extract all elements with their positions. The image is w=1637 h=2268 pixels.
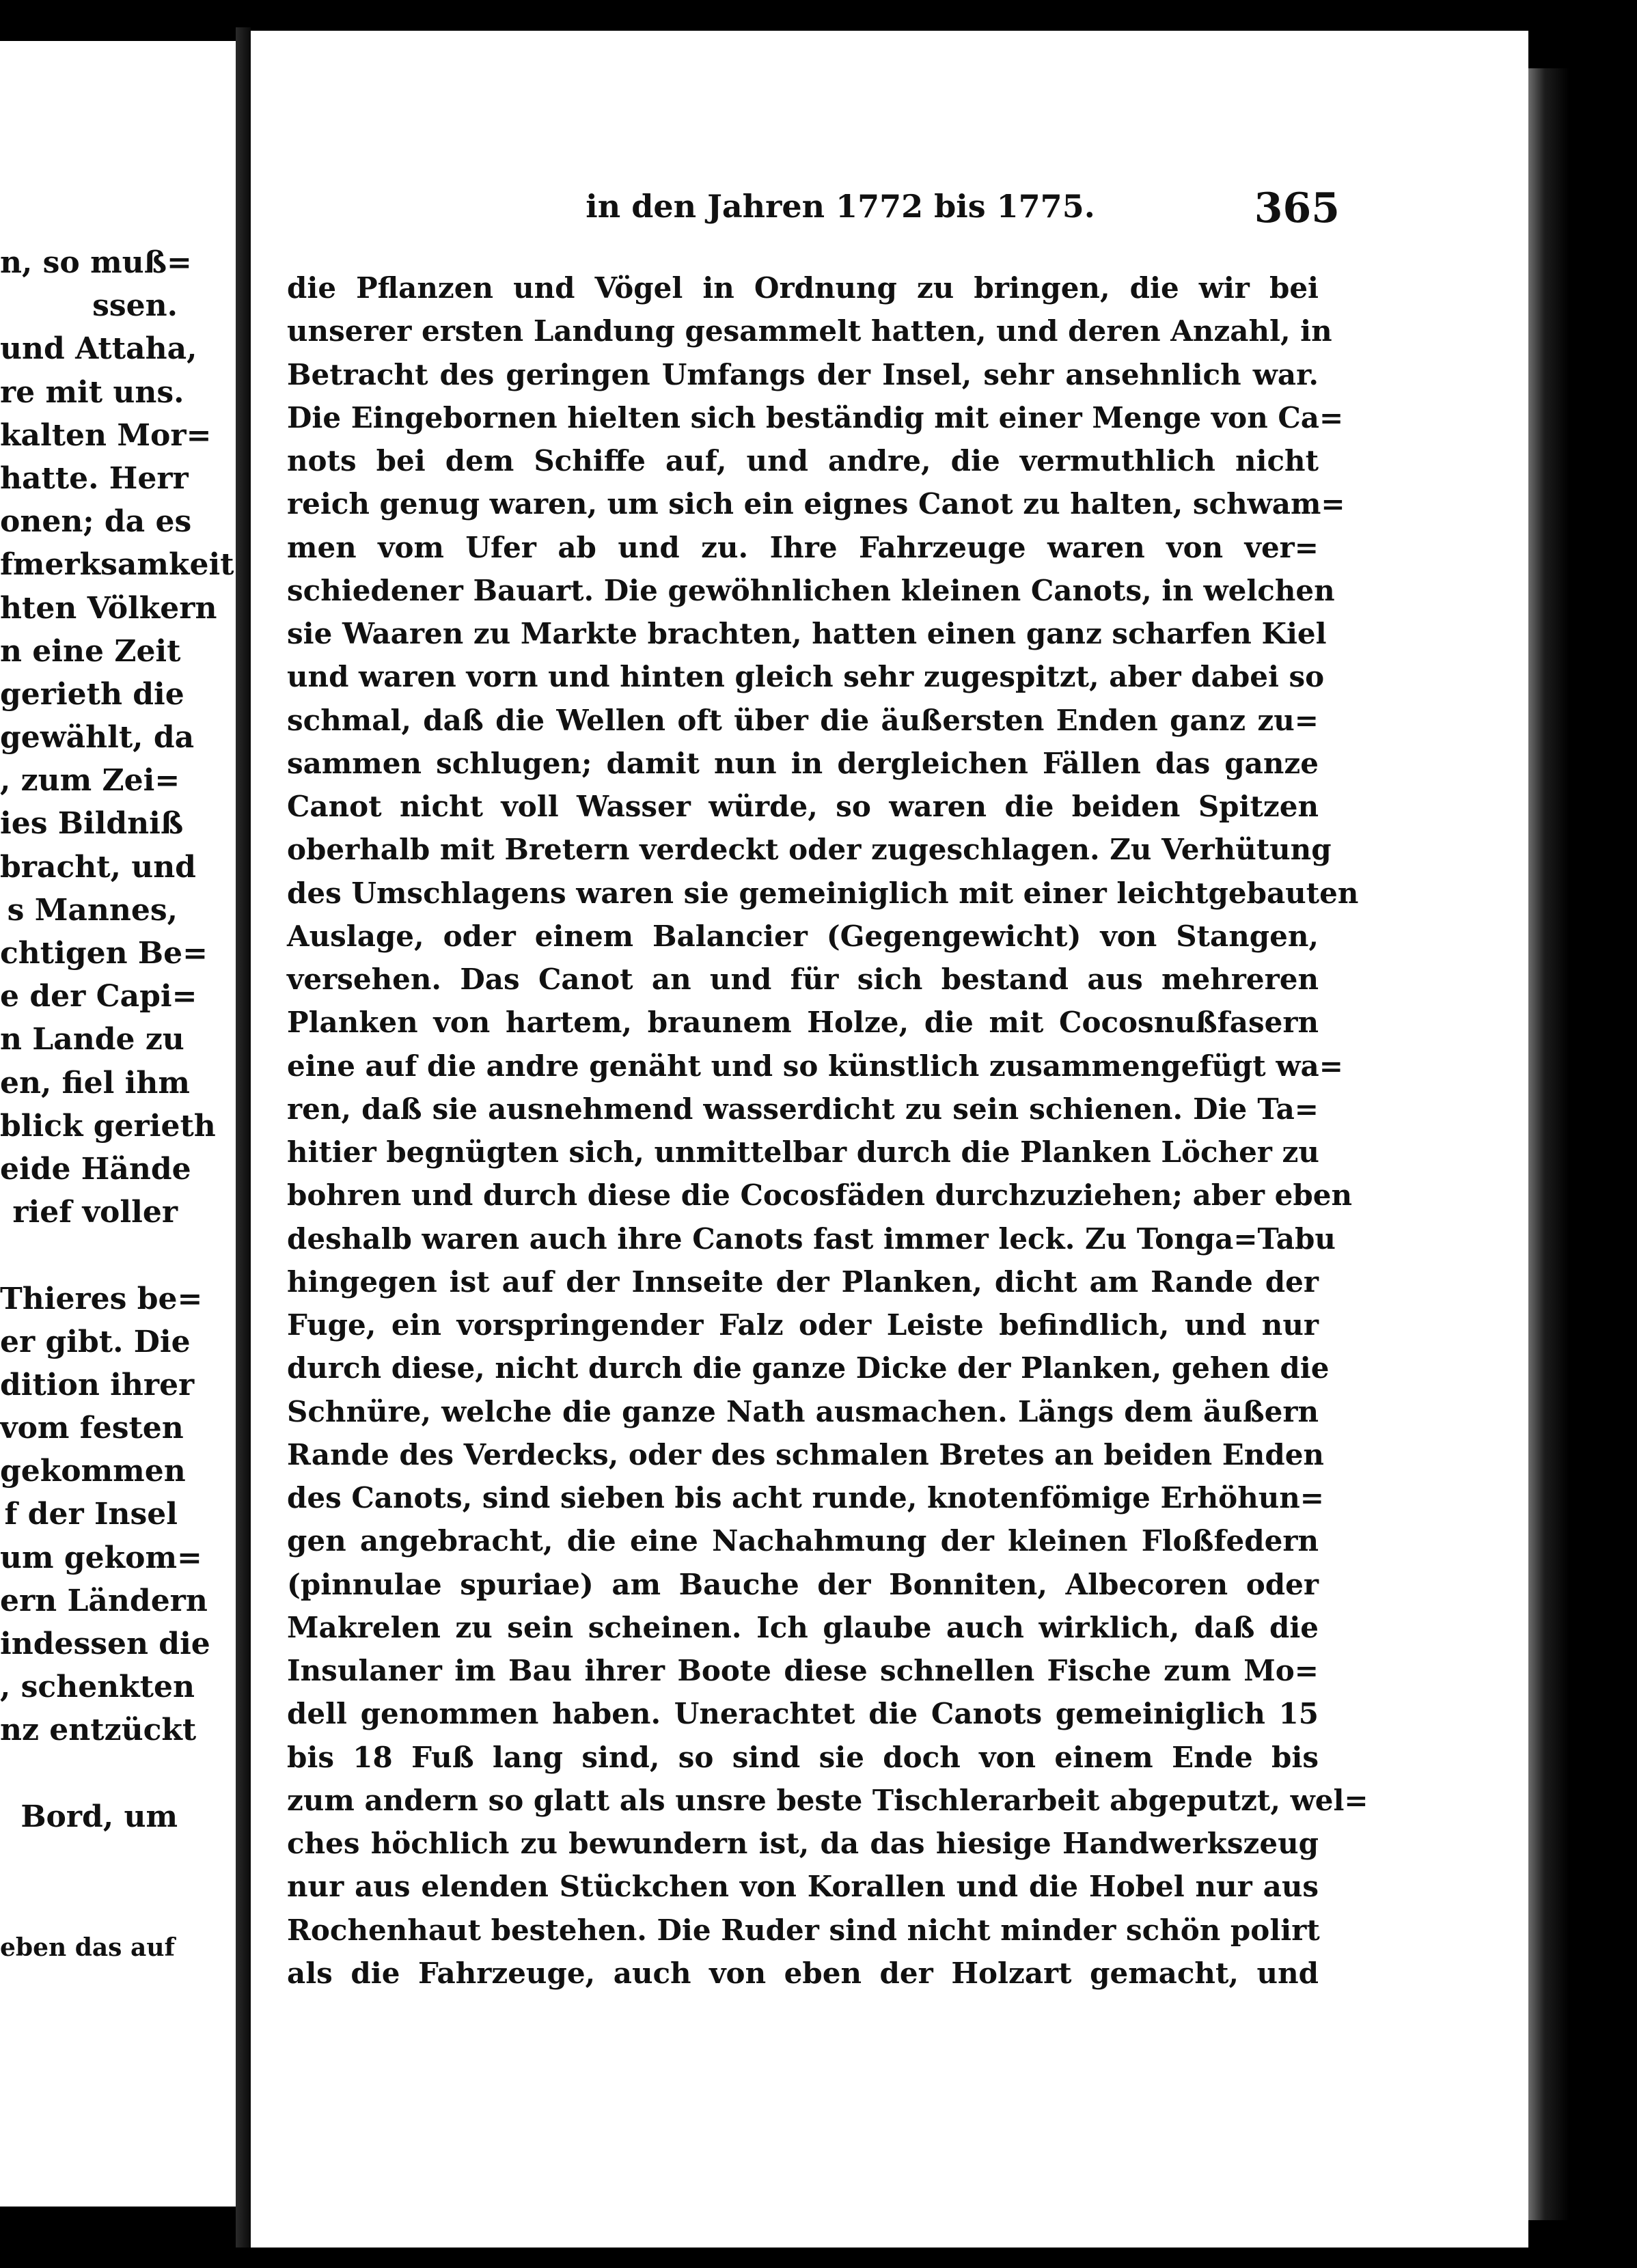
previous-page-line: n Lande zu bbox=[0, 1022, 184, 1057]
previous-page-line bbox=[0, 1752, 178, 1795]
text-line: deshalb waren auch ihre Canots fast immer leck. Zu Tonga=Tabu bbox=[287, 1221, 1336, 1256]
text-line: Planken von hartem, braunem Holze, die mit Cocosnußfasern bbox=[287, 1006, 1319, 1040]
text-line: und waren vorn und hinten gleich sehr zugespitzt, aber dabei so bbox=[287, 660, 1325, 694]
previous-page-line: , schenkten bbox=[0, 1670, 195, 1705]
text-line: bohren und durch diese die Cocosfäden durchzuziehen; aber eben bbox=[287, 1178, 1353, 1213]
text-line: des Umschlagens waren sie gemeiniglich mit einer leichtgebauten bbox=[287, 876, 1359, 910]
previous-page-line: blick gerieth bbox=[0, 1108, 216, 1144]
previous-page-line: re mit uns. bbox=[0, 374, 184, 410]
previous-page-line: gerieth die bbox=[0, 676, 184, 712]
text-line: Betracht des geringen Umfangs der Insel, sehr ansehnlich war. bbox=[287, 357, 1319, 391]
previous-page-line: Thieres be= bbox=[0, 1281, 203, 1316]
page-number: 365 bbox=[1254, 184, 1340, 232]
previous-page-line: nz entzückt bbox=[0, 1713, 197, 1748]
text-line: versehen. Das Canot an und für sich bestand aus mehreren bbox=[287, 963, 1319, 996]
previous-page-line: um gekom= bbox=[0, 1540, 202, 1575]
text-line: Canot nicht voll Wasser würde, so waren die beiden Spitzen bbox=[287, 790, 1319, 823]
body-text bbox=[287, 266, 1368, 1995]
text-line: schiedener Bauart. Die gewöhnlichen kleinen Canots, in welchen bbox=[287, 573, 1335, 607]
previous-page-line: fmerksamkeit bbox=[0, 547, 234, 583]
previous-page-lines bbox=[0, 241, 234, 1838]
previous-page-line: er gibt. Die bbox=[0, 1324, 191, 1359]
text-line: hitier begnügten sich, unmittelbar durch die Planken Löcher zu bbox=[287, 1135, 1319, 1169]
previous-page-line: chtigen Be= bbox=[0, 936, 208, 971]
text-line: des Canots, sind sieben bis acht runde, knotenfömige Erhöhun= bbox=[287, 1481, 1324, 1515]
text-line: Schnüre, welche die ganze Nath ausmachen. Längs dem äußern bbox=[287, 1394, 1319, 1428]
text-line: Makrelen zu sein scheinen. Ich glaube auch wirklich, daß die bbox=[287, 1610, 1319, 1644]
previous-page-line: f der Insel bbox=[4, 1497, 178, 1532]
previous-page-line: hatte. Herr bbox=[0, 460, 189, 496]
previous-page-line: gewählt, da bbox=[0, 720, 195, 756]
previous-page-line: n, so muß= bbox=[0, 245, 192, 280]
text-line: ren, daß sie ausnehmend wasserdicht zu sein schienen. Die Ta= bbox=[287, 1092, 1319, 1126]
previous-page-line: rief voller bbox=[12, 1195, 178, 1230]
text-line: Fuge, ein vorspringender Falz oder Leiste befindlich, und nur bbox=[287, 1308, 1319, 1342]
previous-page-line: ssen. bbox=[92, 288, 178, 324]
previous-page-line: hten Völkern bbox=[0, 590, 217, 626]
text-line: sammen schlugen; damit nun in dergleichen Fällen das ganze bbox=[287, 746, 1319, 780]
previous-page-line: en, fiel ihm bbox=[0, 1065, 190, 1101]
previous-page-last-line: eben das auf bbox=[0, 1933, 175, 1962]
previous-page-line: e der Capi= bbox=[0, 979, 197, 1014]
previous-page-line: indessen die bbox=[0, 1627, 210, 1661]
text-line: hingegen ist auf der Innseite der Planken, dicht am Rande der bbox=[287, 1264, 1319, 1299]
previous-page-line: ern Ländern bbox=[0, 1583, 208, 1618]
previous-page-line: eide Hände bbox=[0, 1151, 191, 1187]
text-line: als die Fahrzeuge, auch von eben der Holzart gemacht, und bbox=[287, 1956, 1319, 1990]
page-edge-shadow bbox=[1528, 68, 1569, 2220]
text-line: men vom Ufer ab und zu. Ihre Fahrzeuge waren von ver= bbox=[287, 530, 1319, 564]
text-line: schmal, daß die Wellen oft über die äußersten Enden ganz zu= bbox=[287, 703, 1319, 737]
text-line: dell genommen haben. Unerachtet die Canots gemeiniglich 15 bbox=[287, 1697, 1319, 1731]
text-line: gen angebracht, die eine Nachahmung der kleinen Floßfedern bbox=[287, 1524, 1319, 1558]
text-line: Die Eingebornen hielten sich beständig mit einer Menge von Ca= bbox=[287, 400, 1344, 434]
previous-page-line: , zum Zei= bbox=[0, 763, 180, 799]
text-line: die Pflanzen und Vögel in Ordnung zu bringen, die wir bei bbox=[287, 271, 1319, 305]
text-line: Auslage, oder einem Balancier (Gegengewicht) von Stangen, bbox=[287, 919, 1319, 953]
previous-page-line: bracht, und bbox=[0, 849, 196, 885]
text-line: Rande des Verdecks, oder des schmalen Bretes an beiden Enden bbox=[287, 1437, 1324, 1471]
text-line: reich genug waren, um sich ein eignes Canot zu halten, schwam= bbox=[287, 487, 1345, 521]
previous-page-line: gekommen bbox=[0, 1454, 186, 1489]
text-line: durch diese, nicht durch die ganze Dicke der Planken, gehen die bbox=[287, 1351, 1330, 1385]
text-line: nots bei dem Schiffe auf, und andre, die vermuthlich nicht bbox=[287, 444, 1319, 478]
previous-page-line: und Attaha, bbox=[0, 331, 197, 367]
previous-page-fragment bbox=[0, 41, 236, 2207]
previous-page-line: vom festen bbox=[0, 1411, 184, 1446]
text-line: nur aus elenden Stückchen von Korallen und die Hobel nur aus bbox=[287, 1870, 1319, 1904]
text-line: eine auf die andre genäht und so künstlich zusammengefügt wa= bbox=[287, 1049, 1343, 1083]
book-gutter bbox=[236, 27, 251, 2248]
previous-page-line: onen; da es bbox=[0, 504, 192, 540]
previous-page-line: dition ihrer bbox=[0, 1367, 195, 1402]
text-line: bis 18 Fuß lang sind, so sind sie doch von einem Ende bis bbox=[287, 1740, 1319, 1774]
text-line: ches höchlich zu bewundern ist, da das hiesige Handwerkszeug bbox=[287, 1827, 1319, 1860]
text-line: zum andern so glatt als unsre beste Tischlerarbeit abgeputzt, wel= bbox=[287, 1783, 1368, 1817]
previous-page-line: s Mannes, bbox=[7, 892, 178, 928]
previous-page-line: ies Bildniß bbox=[0, 806, 184, 842]
previous-page-line: Bord, um bbox=[20, 1799, 178, 1834]
text-line: sie Waaren zu Markte brachten, hatten einen ganz scharfen Kiel bbox=[287, 617, 1327, 650]
text-line: Rochenhaut bestehen. Die Ruder sind nicht minder schön polirt bbox=[287, 1913, 1320, 1947]
previous-page-line: kalten Mor= bbox=[0, 417, 212, 453]
previous-page-line: n eine Zeit bbox=[0, 633, 181, 669]
previous-page-line bbox=[0, 1234, 178, 1277]
text-line: unserer ersten Landung gesammelt hatten, und deren Anzahl, in bbox=[287, 314, 1332, 348]
text-line: (pinnulae spuriae) am Bauche der Bonniten, Albecoren oder bbox=[287, 1567, 1319, 1601]
running-head: in den Jahren 1772 bis 1775. bbox=[586, 188, 1095, 225]
text-line: oberhalb mit Bretern verdeckt oder zugeschlagen. Zu Verhütung bbox=[287, 833, 1332, 867]
text-line: Insulaner im Bau ihrer Boote diese schnellen Fische zum Mo= bbox=[287, 1654, 1319, 1687]
